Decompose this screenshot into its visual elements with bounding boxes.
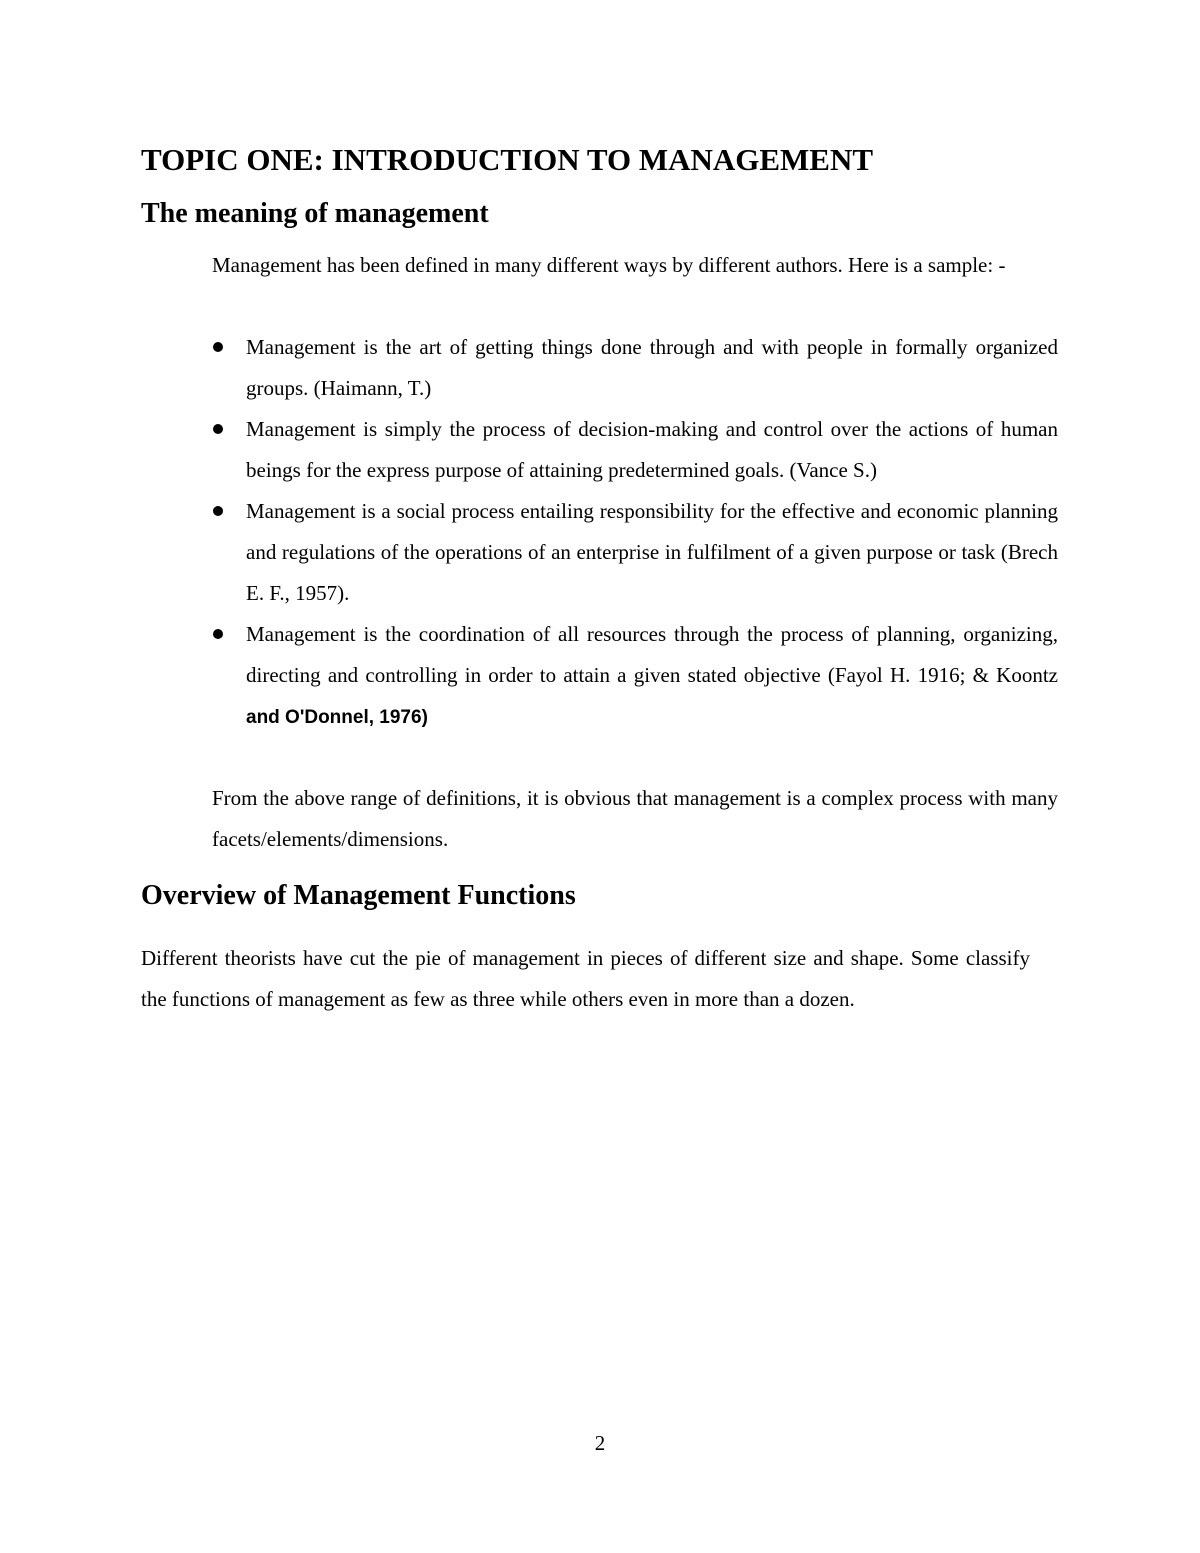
definitions-list — [212, 327, 1058, 738]
definition-item — [212, 327, 1058, 409]
overview-paragraph: Different theorists have cut the pie of management in pieces of different size and shape. Some classify the functions of management as few as three while others even in more than a dozen. — [141, 946, 1030, 1011]
definition-text: Management is the art of getting things done through and with people in formally organized groups. (Haimann, T.) — [246, 335, 1058, 400]
bullet-icon — [213, 424, 223, 434]
citation-bold: and O'Donnel, 1976) — [246, 707, 428, 728]
conclusion-paragraph: From the above range of definitions, it is obvious that management is a complex process with many facets/elements/dimensions. — [212, 786, 1058, 851]
definition-item — [212, 614, 1058, 738]
bullet-icon — [213, 342, 223, 352]
topic-title: TOPIC ONE: INTRODUCTION TO MANAGEMENT — [141, 142, 874, 177]
definition-text: Management is a social process entailing responsibility for the effective and economic planning and regulations of the operations of an enterprise in fulfilment of a given purpose or task (Brech E. F., 1957). — [246, 499, 1058, 605]
page-number: 2 — [594, 1431, 606, 1455]
intro-paragraph: Management has been defined in many different ways by different authors. Here is a sample: - — [212, 253, 1006, 277]
definition-item — [212, 409, 1058, 491]
meaning-heading: The meaning of management — [141, 198, 489, 229]
overview-heading: Overview of Management Functions — [141, 880, 576, 911]
bullet-icon — [213, 506, 223, 516]
bullet-icon — [213, 629, 223, 639]
definition-text: Management is the coordination of all resources through the process of planning, organizing, directing and controlling in order to attain a given stated objective (Fayol H. 1916; & Koontz — [246, 622, 1058, 687]
definition-item — [212, 491, 1058, 614]
definition-text: Management is simply the process of decision-making and control over the actions of human beings for the express purpose of attaining predetermined goals. (Vance S.) — [246, 417, 1058, 482]
